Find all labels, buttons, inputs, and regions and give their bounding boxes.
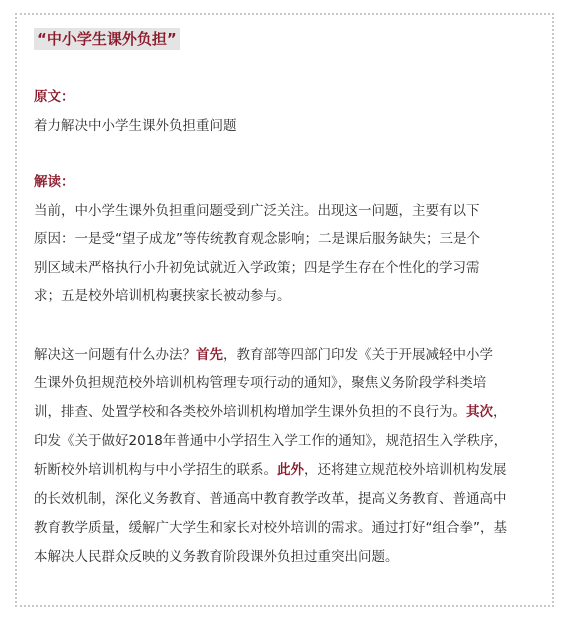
- paragraph2-text: ，: [493, 404, 507, 420]
- paragraph1-line: 当前，中小学生课外负担重问题受到广泛关注。出现这一问题，主要有以下: [34, 203, 480, 219]
- paragraph2-line: 生课外负担规范校外培训机构管理专项行动的通知》，聚焦义务阶段学科类培: [34, 375, 487, 391]
- paragraph2-text: ，教育部等四部门印发《关于开展减轻中小学: [223, 347, 493, 363]
- paragraph2-text: 斩断校外培训机构与中小学招生的联系。: [34, 462, 277, 478]
- paragraph1-line: 求；五是校外培训机构裹挟家长被动参与。: [34, 288, 291, 304]
- paragraph2-line: 的长效机制，深化义务教育、普通高中教育教学改革，提高义务教育、普通高中: [34, 491, 507, 507]
- original-heading: 原文：: [34, 89, 75, 105]
- original-text: 着力解决中小学生课外负担重问题: [34, 118, 237, 134]
- paragraph2-line: [34, 403, 507, 421]
- paragraph2-line: 印发《关于做好2018年普通中小学招生入学工作的通知》，规范招生入学秩序，: [34, 433, 508, 449]
- paragraph2-line: 教育教学质量，缓解广大学生和家长对校外培训的需求。通过打好“组合拳”，基: [34, 520, 507, 536]
- paragraph2-line: 本解决人民群众反映的义务教育阶段课外负担过重突出问题。: [34, 549, 399, 565]
- paragraph2-text: ，还将建立规范校外培训机构发展: [304, 462, 507, 478]
- emphasis-third: 此外: [277, 462, 304, 478]
- emphasis-second: 其次: [466, 404, 493, 420]
- emphasis-first: 首先: [196, 347, 223, 363]
- paragraph2-text: 训，排查、处置学校和各类校外培训机构增加学生课外负担的不良行为。: [34, 404, 466, 420]
- paragraph2-line: [34, 461, 507, 479]
- paragraph2-text: 解决这一问题有什么办法？: [34, 347, 196, 363]
- article-title: “中小学生课外负担”: [34, 28, 180, 50]
- paragraph2-line: [34, 346, 493, 364]
- paragraph1-line: 原因：一是受“望子成龙”等传统教育观念影响；二是课后服务缺失；三是个: [34, 231, 480, 247]
- article-card: [15, 13, 554, 607]
- interpretation-heading: 解读：: [34, 174, 75, 190]
- paragraph1-line: 别区域未严格执行小升初免试就近入学政策；四是学生存在个性化的学习需: [34, 260, 480, 276]
